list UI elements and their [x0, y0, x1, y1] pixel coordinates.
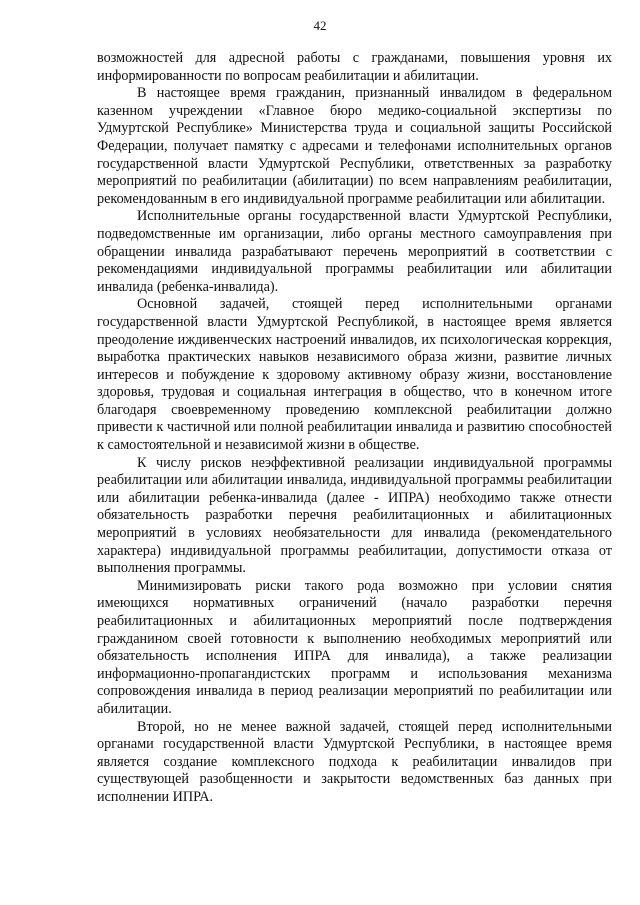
- paragraph-executive-bodies: Исполнительные органы государственной власти Удмуртской Республики, подведомственные им организации, либо органы местного самоуправления при обращении инвалида разрабатывают перечень мероприятий в соответствии с рекомендациями индивидуальной программы реабилитации или абилитации инвалида (ребенка-инвалида).: [97, 208, 612, 295]
- paragraph-minimize-risks: Минимизировать риски такого рода возможно при условии снятия имеющихся нормативных ограничений (начало разработки перечня реабилитационных и абилитационных мероприятий после подтверждения гражданином своей готовности к выполнению необходимых мероприятий или обязательность исполнения ИПРА для инвалида), а также реализации информационно-пропагандистских программ и использования механизма сопровождения инвалида в период реализации мероприятий по реабилитации или абилитации.: [97, 577, 612, 717]
- paragraph-second-task: Второй, но не менее важной задачей, стоящей перед исполнительными органами государственной власти Удмуртской Республики, в настоящее время является создание комплексного подхода к реабилитации инвалидов при существующей разобщенности и закрытости ведомственных баз данных при исполнении ИПРА.: [97, 718, 612, 805]
- paragraph-continuation: возможностей для адресной работы с гражданами, повышения уровня их информированности по вопросам реабилитации и абилитации.: [97, 50, 612, 84]
- page-number: 42: [313, 18, 327, 33]
- paragraph-risks: К числу рисков неэффективной реализации индивидуальной программы реабилитации или абилитации инвалида, индивидуальной программы реабилитации или абилитации ребенка-инвалида (далее - ИПРА) необходимо также отнести обязательность разработки перечня реабилитационных и абилитационных мероприятий в условиях необязательности для инвалида (рекомендательного характера) индивидуальной программы реабилитации, допустимости отказа от выполнения программы.: [97, 454, 612, 577]
- paragraph-memo: В настоящее время гражданин, признанный инвалидом в федеральном казенном учреждении «Главное бюро медико-социальной экспертизы по Удмуртской Республике» Министерства труда и социальной защиты Российской Федерации, получает памятку с адресами и телефонами исполнительных органов государственной власти Удмуртской Республики, ответственных за разработку мероприятий по реабилитации (абилитации) по всем направлениям реабилитации, рекомендованным в его индивидуальной программе реабилитации или абилитации.: [97, 85, 612, 207]
- paragraph-main-task: Основной задачей, стоящей перед исполнительными органами государственной власти Удмуртской Республикой, в настоящее время является преодоление иждивенческих настроений инвалидов, их психологическая коррекция, выработка практических навыков независимого образа жизни, развитие личных интересов и побуждение к здоровому активному образу жизни, восстановление здоровья, трудовая и социальная интеграция в общество, что в конечном итоге благодаря своевременному проведению комплексной реабилитации должно привести к частичной или полной реабилитации инвалида и развитию способностей к самостоятельной и независимой жизни в обществе.: [97, 296, 612, 454]
- document-body: [97, 50, 612, 807]
